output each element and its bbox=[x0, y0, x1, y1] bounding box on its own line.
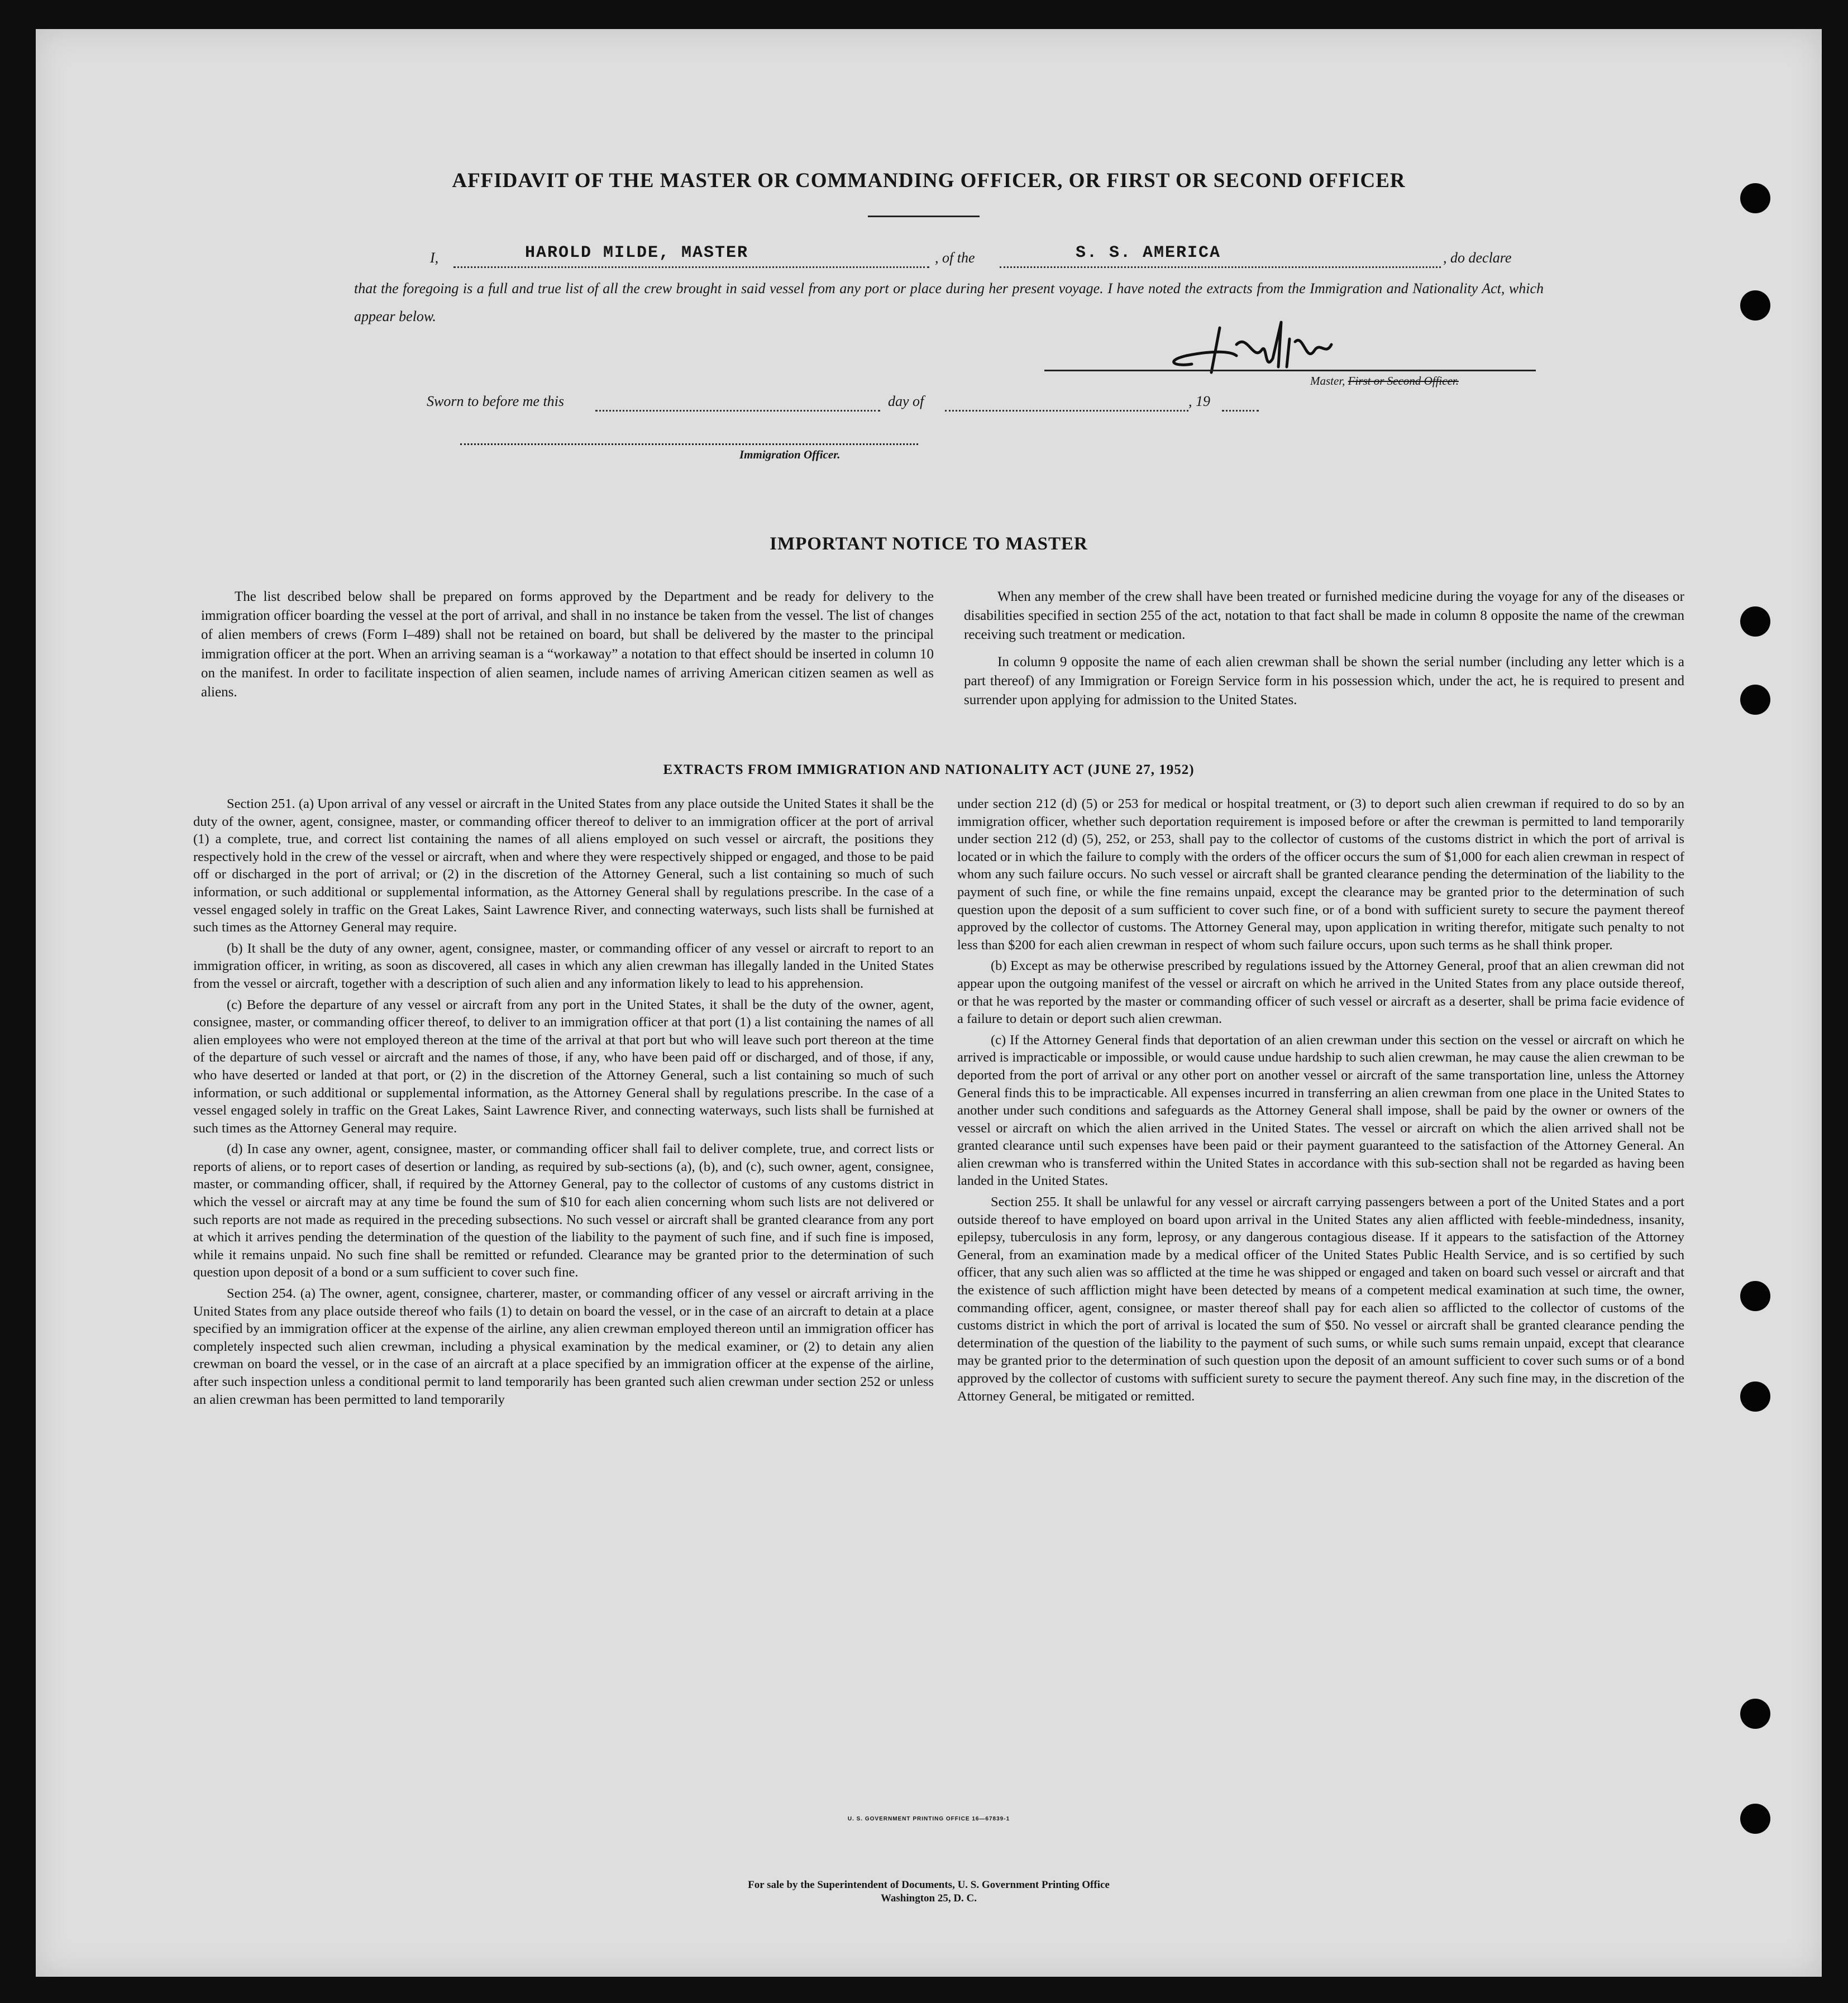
i-label: I, bbox=[430, 250, 439, 266]
signature-line bbox=[1044, 370, 1536, 371]
day-of-label: day of bbox=[888, 393, 924, 409]
printer-mark: U. S. GOVERNMENT PRINTING OFFICE 16—67839-1 bbox=[847, 1816, 1010, 1822]
title-rule bbox=[868, 216, 980, 217]
notice-title: IMPORTANT NOTICE TO MASTER bbox=[770, 534, 1088, 554]
form-page bbox=[36, 29, 1822, 1977]
punch-hole bbox=[1740, 1699, 1770, 1729]
section-251-a: Section 251. (a) Upon arrival of any vessel or aircraft in the United States from any place outside the United States it shall be the duty of the owner, agent, consignee, master, or commanding officer thereof to deliver to an immigration officer at the port of arrival (1) a complete, true, and correct list containing the names of all aliens employed on such vessel or aircraft, the positions they respectively hold in the crew of the vessel or aircraft, when and where they were respectively shipped or engaged, and those to be paid off or discharged in the port of arrival; or (2) in the discretion of the Attorney General, such a list containing so much of such information, or such additional or supplemental information, as the Attorney General shall by regulations prescribe. In the case of a vessel engaged solely in traffic on the Great Lakes, Saint Lawrence River, and connecting waterways, such lists shall be furnished at such times as the Attorney General may require. bbox=[193, 796, 934, 935]
master-name-field[interactable]: HAROLD MILDE, MASTER bbox=[525, 243, 749, 262]
sworn-year-field-line bbox=[1222, 410, 1259, 412]
section-251-c: (c) Before the departure of any vessel or aircraft from any port in the United States, it shall be the duty of the owner, agent, consignee, master, or commanding officer thereof, to deliver to an immigration officer at that port (1) a list containing the names of all alien employees who were not employed thereon at the time of the arrival at that port but who will leave such port thereon at the time of the departure of such vessel or aircraft and the names of those, if any, who have been paid off or discharged, and of those, if any, who have deserted or landed at that port, or (2) in the discretion of the Attorney General, such a list containing so much of such information, or such additional or supplemental information, as the Attorney General shall by regulations prescribe. In the case of a vessel engaged solely in traffic on the Great Lakes, Saint Lawrence River, and connecting waterways, such lists shall be furnished at such times as the Attorney General may require. bbox=[193, 997, 934, 1136]
notice-right-paragraph-1: When any member of the crew shall have been treated or furnished medicine during the voyage for any of the diseases or disabilities specified in section 255 of the act, notation to that fact shall be made in column 8 opposite the name of the crewman receiving such treatment or medication. bbox=[964, 589, 1684, 643]
extracts-title: EXTRACTS FROM IMMIGRATION AND NATIONALITY ACT (JUNE 27, 1952) bbox=[663, 762, 1195, 777]
master-caption: Master, bbox=[1310, 374, 1345, 388]
footer-line-2: Washington 25, D. C. bbox=[880, 1892, 977, 1904]
notice-right-paragraph-2: In column 9 opposite the name of each alien crewman shall be shown the serial number (including any letter which is a part thereof) of any Immigration or Foreign Service form in his possession which, under the act, he is required to present and surrender upon applying for admission to the United States. bbox=[964, 654, 1684, 708]
extracts-right-column bbox=[957, 795, 1684, 1408]
footer bbox=[36, 1878, 1822, 1905]
sworn-label: Sworn to before me this bbox=[427, 393, 565, 409]
punch-hole bbox=[1740, 290, 1770, 321]
section-251-b: (b) It shall be the duty of any owner, agent, consignee, master, or commanding officer of any vessel or aircraft to report to an immigration officer, in writing, as soon as discovered, all cases in which any alien crewman has illegally landed in the United States from the vessel or aircraft, together with a description of such alien and any information likely to lead to his apprehension. bbox=[193, 940, 934, 991]
punch-hole bbox=[1740, 1281, 1770, 1311]
section-254-a-continued: under section 212 (d) (5) or 253 for medical or hospital treatment, or (3) to deport such alien crewman if required to do so by an immigration officer, whether such deportation requirement is imposed before or after the crewman is permitted to land temporarily under section 212 (d) (5), 252, or 253, shall pay to the collector of customs of the customs district in which the port of arrival is located or in which the failure to comply with the orders of the officer occurs the sum of $1,000 for each alien crewman in respect of whom any such failure occurs. No such vessel or aircraft shall be granted clearance pending the determination of the liability to the payment of such fine, or while the fine remains unpaid, except the clearance may be granted prior to the determination of such question upon the deposit of a sum sufficient to cover such fine, or of a bond with sufficient surety to secure the payment thereof approved by the collector of customs. The Attorney General may, upon application in writing therefor, mitigate such penalty to not less than $200 for each alien crewman in respect of whom such failure occurs, upon such terms as he shall think proper. bbox=[957, 796, 1684, 953]
affidavit-title: AFFIDAVIT OF THE MASTER OR COMMANDING OFFICER, OR FIRST OR SECOND OFFICER bbox=[452, 169, 1406, 192]
section-254-c: (c) If the Attorney General finds that deportation of an alien crewman under this section on the vessel or aircraft on which he arrived is impracticable or impossible, or would cause undue hardship to such alien crewman, he may cause the alien crewman to be deported from the port of arrival or any other port on another vessel or aircraft of the same transportation line, unless the Attorney General finds this to be impracticable. All expenses incurred in transferring an alien crewman from one place in the United States to another under such conditions and safeguards as the Attorney General shall impose, shall be paid by the owner or owners of the vessel or aircraft on which the alien arrived in the United States. The vessel or aircraft on which the alien arrived shall not be granted clearance until such expenses have been paid or their payment guaranteed to the satisfaction of the Attorney General. An alien crewman who is transferred within the United States in accordance with this sub-section shall not be regarded as having been landed in the United States. bbox=[957, 1032, 1684, 1189]
of-the-label: , of the bbox=[935, 250, 975, 266]
vessel-name-field[interactable]: S. S. AMERICA bbox=[1076, 243, 1221, 262]
declaration-text: that the foregoing is a full and true list of all the crew brought in said vessel from any port or place during her present voyage. I have noted the extracts from the Immigration and Nationality Act, which appear below. bbox=[354, 280, 1544, 324]
sworn-month-field-line bbox=[945, 410, 1188, 412]
notice-left-paragraph: The list described below shall be prepared on forms approved by the Department and be ready for delivery to the immigration officer boarding the vessel at the port of arrival, and shall in no instance be taken from the vessel. The list of changes of alien members of crews (Form I–489) shall not be retained on board, but shall be delivered by the master to the principal immigration officer at the port. When an arriving seaman is a “workaway” a notation to that effect should be inserted in column 10 on the manifest. In order to facilitate inspection of alien seamen, include names of arriving American citizen seamen as well as aliens. bbox=[201, 589, 934, 700]
footer-line-1: For sale by the Superintendent of Documents, U. S. Government Printing Office bbox=[748, 1879, 1110, 1891]
section-251-d: (d) In case any owner, agent, consignee, master, or commanding officer shall fail to deliver complete, true, and correct lists or reports of aliens, or to report cases of desertion or landing, as required by sub-sections (a), (b), and (c), such owner, agent, consignee, master, or commanding officer, shall, if required by the Attorney General, pay to the collector of customs of any customs district in which the vessel or aircraft may at any time be found the sum of $10 for each alien concerning whom such lists are not delivered or such reports are not made as required in the preceding subsections. No such vessel or aircraft shall be granted clearance from any port at which it arrives pending the determination of the question of the liability to the payment of such fine, and if such fine is imposed, while it remains unpaid. No such fine shall be remitted or refunded. Clearance may be granted prior to the determination of such question upon deposit of a bond or a sum sufficient to cover such fine. bbox=[193, 1141, 934, 1280]
section-254-b: (b) Except as may be otherwise prescribed by regulations issued by the Attorney General, proof that an alien crewman did not appear upon the outgoing manifest of the vessel or aircraft on which he arrived in the United States from any place outside thereof, or that he was reported by the master or commanding officer of such vessel or aircraft as a deserter, shall be prima facie evidence of a failure to detain or deport such alien crewman. bbox=[957, 958, 1684, 1027]
immigration-officer-line bbox=[460, 443, 918, 445]
immigration-officer-caption: Immigration Officer. bbox=[739, 448, 841, 461]
sworn-day-field-line bbox=[595, 410, 880, 412]
name-field-line bbox=[453, 266, 929, 268]
section-255: Section 255. It shall be unlawful for any vessel or aircraft carrying passengers between a port of the United States and a port outside thereof to have employed on board upon arrival in the United States any alien afflicted with feeble-mindedness, insanity, epilepsy, tuberculosis in any form, leprosy, or any dangerous contagious disease. If it appears to the satisfaction of the Attorney General, from an examination made by a medical officer of the United States Public Health Service, and is so certified by such officer, that any such alien was so afflicted at the time he was shipped or engaged and taken on board such vessel or aircraft and that the existence of such affliction might have been detected by means of a competent medical examination at such time, the owner, commanding officer, agent, consignee, or master thereof shall pay for each alien so afflicted to the collector of customs of the customs district in which the port of arrival is located the sum of $50. No vessel or aircraft shall be granted clearance pending the determination of the question of the liability to the payment of such sums, or while such sums remain unpaid, except that clearance may be granted prior to the determination of such question upon the deposit of an amount sufficient to cover such sums or of a bond approved by the collector of customs with sufficient surety to secure the payment thereof. Any such fine may, in the discretion of the Attorney General, be mitigated or remitted. bbox=[957, 1194, 1684, 1404]
extracts-left-column bbox=[193, 795, 934, 1412]
punch-hole bbox=[1740, 1381, 1770, 1412]
punch-hole bbox=[1740, 606, 1770, 637]
punch-hole bbox=[1740, 685, 1770, 715]
vessel-field-line bbox=[1000, 266, 1441, 268]
master-signature bbox=[1153, 311, 1354, 384]
notice-left-column bbox=[201, 587, 934, 705]
notice-right-column bbox=[964, 587, 1684, 713]
do-declare-label: , do declare bbox=[1443, 250, 1512, 266]
section-254-a: Section 254. (a) The owner, agent, consignee, charterer, master, or commanding officer of any vessel or aircraft arriving in the United States from any place outside thereof who fails (1) to detain on board the vessel, or in the case of an aircraft to detain at a place specified by an immigration officer at the expense of the airline, any alien crewman employed thereon until an immigration officer has completely inspected such alien crewman, including a physical examination by the medical examiner, or (2) to detain any alien crewman on board the vessel, or in the case of an aircraft at a place specified by an immigration officer at the expense of the airline, after such inspection unless a conditional permit to land temporarily has been granted such alien crewman under section 252 or unless an alien crewman has been permitted to land temporarily bbox=[193, 1286, 934, 1407]
year-label: , 19 bbox=[1188, 393, 1210, 409]
signer-caption bbox=[1310, 374, 1459, 388]
struck-officer-caption: First or Second Officer. bbox=[1348, 374, 1459, 388]
